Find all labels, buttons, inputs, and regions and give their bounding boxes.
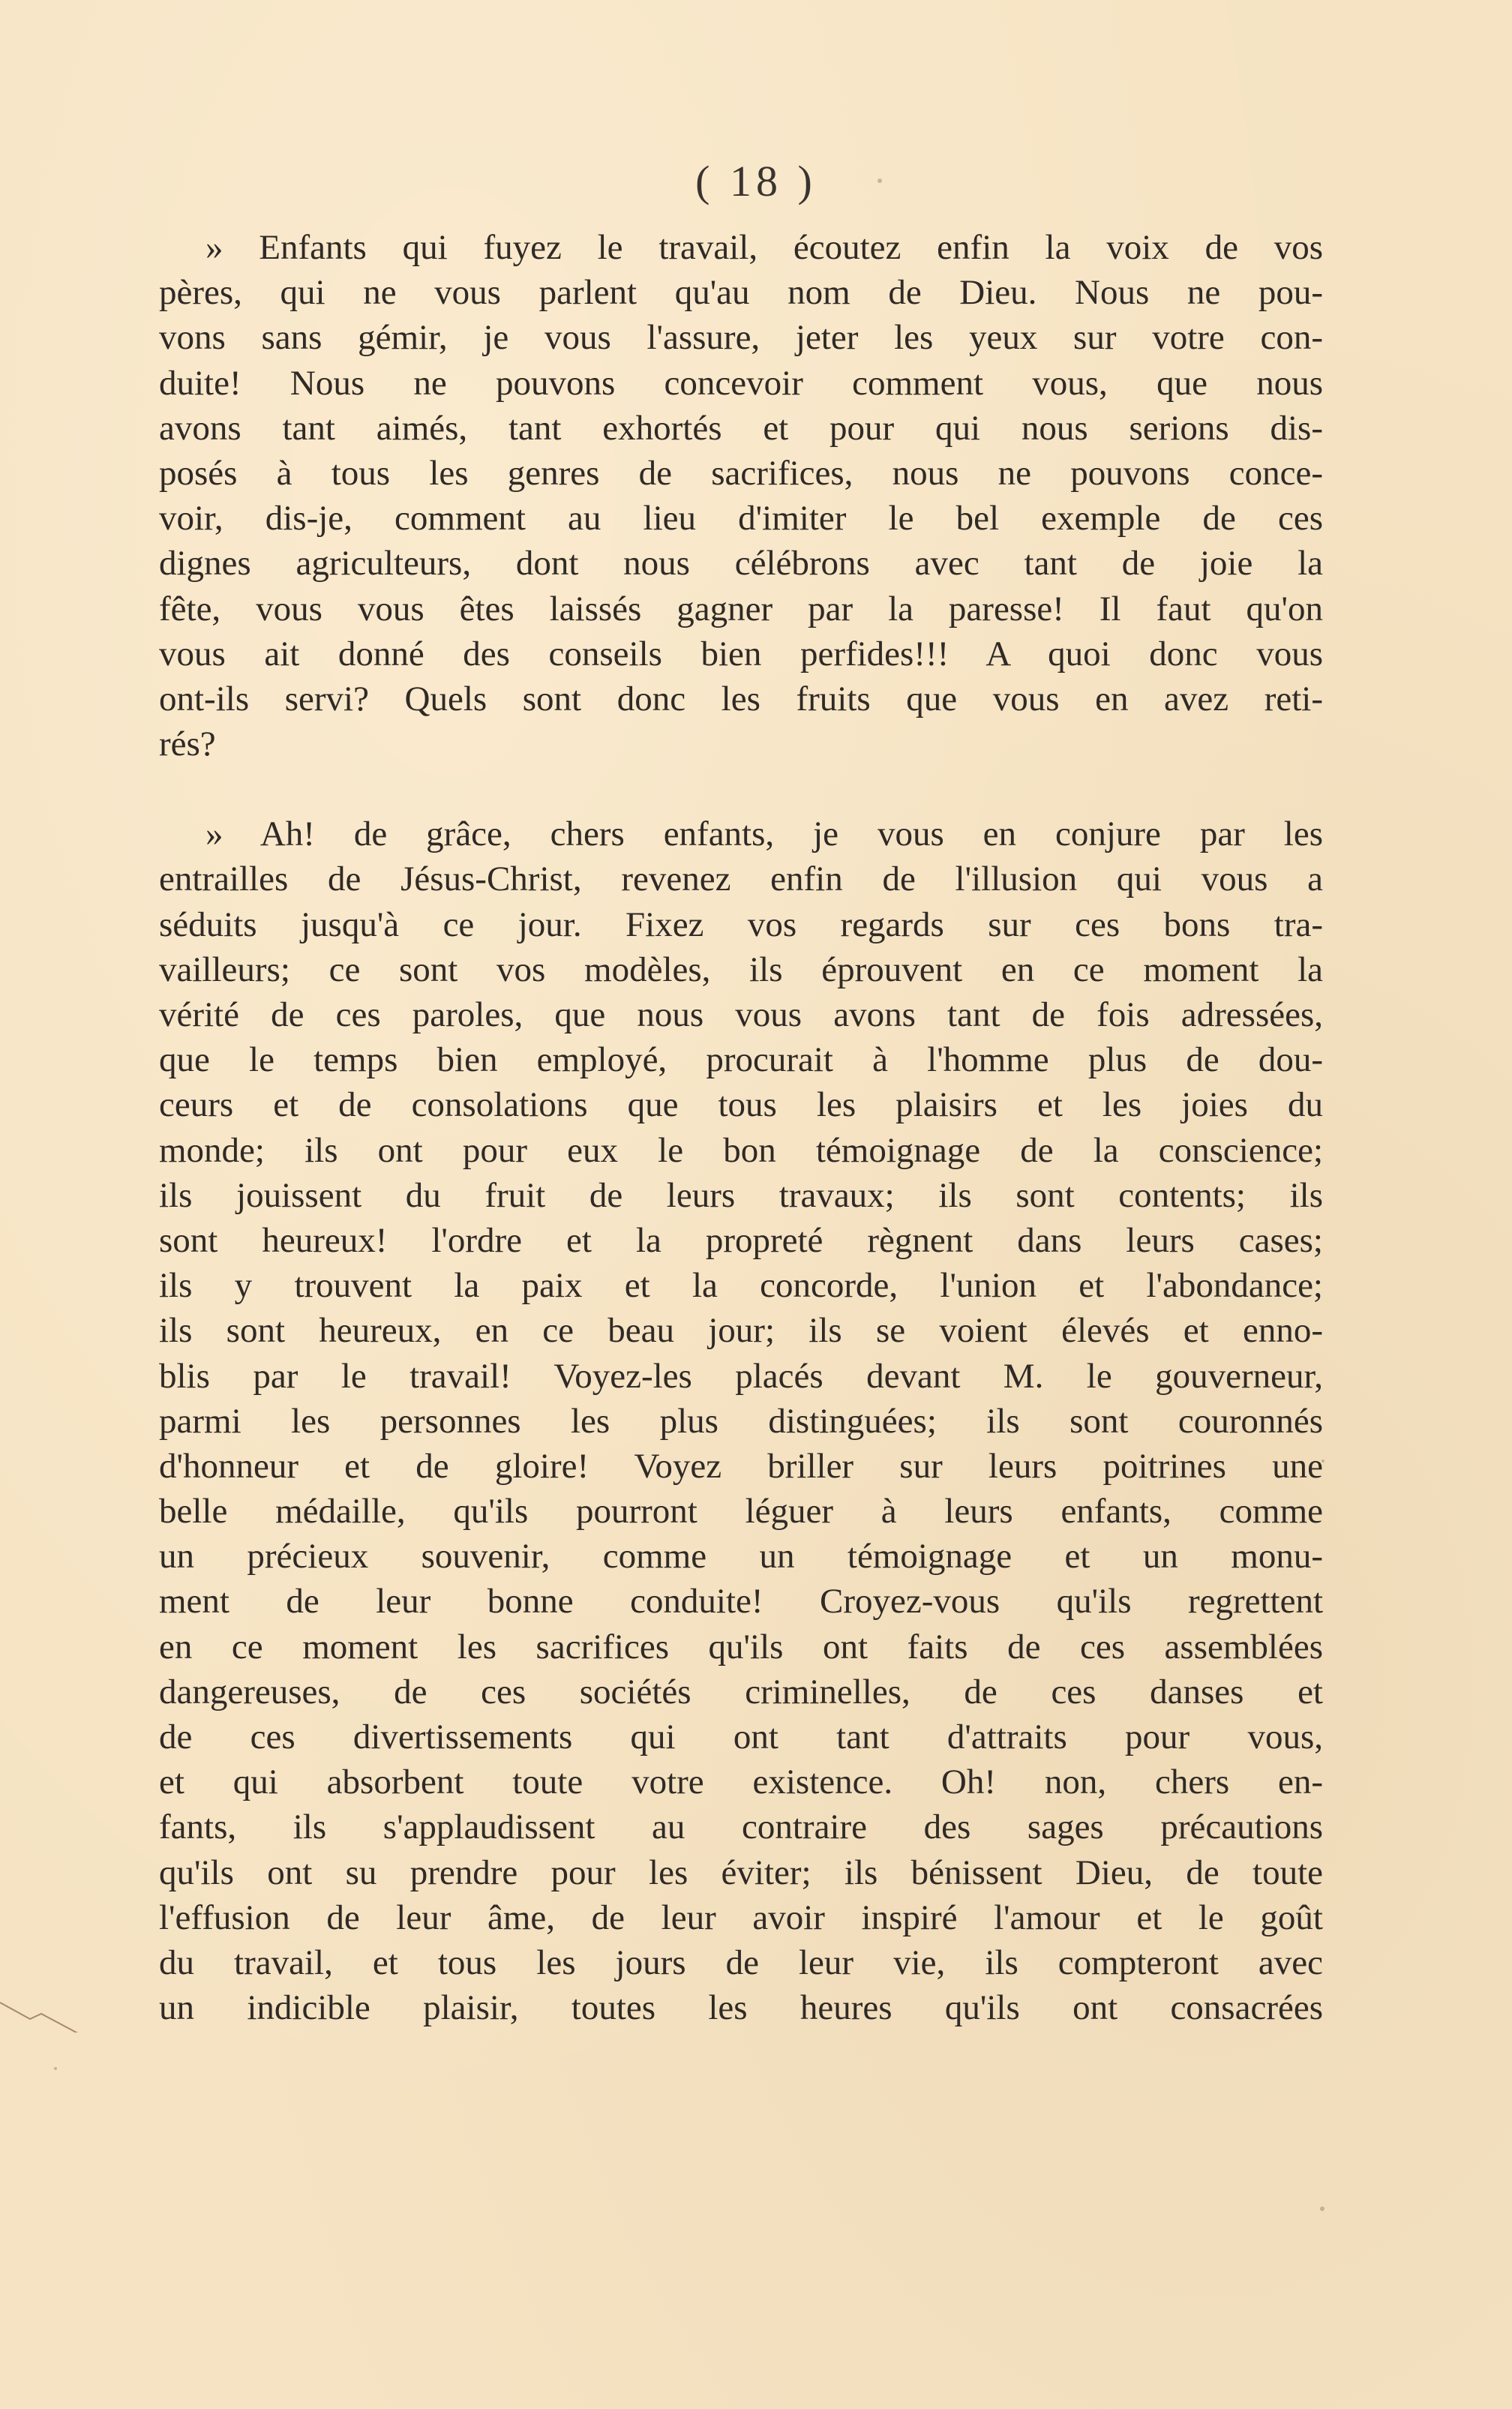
text-line: fants, ils s'applaudissent au contraire des sages précautions	[159, 1808, 1323, 1847]
text-line: en ce moment les sacrifices qu'ils ont faits de ces assemblées	[159, 1627, 1323, 1666]
paragraph-2	[159, 812, 1323, 2030]
text-line: vailleurs; ce sont vos modèles, ils éprouvent en ce moment la	[159, 950, 1323, 989]
text-line: vous ait donné des conseils bien perfides!!! A quoi donc vous	[159, 634, 1323, 674]
text-line: belle médaille, qu'ils pourront léguer à leurs enfants, comme	[159, 1492, 1323, 1532]
text-line: de ces divertissements qui ont tant d'attraits pour vous,	[159, 1718, 1323, 1756]
text-line: que le temps bien employé, procurait à l'homme plus de dou-	[159, 1040, 1323, 1080]
text-line: ils sont heureux, en ce beau jour; ils se voient élevés et enno-	[159, 1311, 1323, 1351]
text-line: pères, qui ne vous parlent qu'au nom de Dieu. Nous ne pou-	[159, 273, 1323, 313]
paragraph-1	[159, 225, 1323, 766]
paragraph-spacer	[159, 766, 1323, 812]
text-line: un indicible plaisir, toutes les heures qu'ils ont consacrées	[159, 1988, 1323, 2028]
text-line: l'effusion de leur âme, de leur avoir inspiré l'amour et le goût	[159, 1898, 1323, 1937]
body-text	[159, 225, 1323, 2030]
text-line: ils y trouvent la paix et la concorde, l'union et l'abondance;	[159, 1266, 1323, 1306]
text-line: ceurs et de consolations que tous les plaisirs et les joies du	[159, 1085, 1323, 1125]
text-line: ont-ils servi? Quels sont donc les fruits que vous en avez reti-	[159, 679, 1323, 718]
text-line: monde; ils ont pour eux le bon témoignage de la conscience;	[159, 1130, 1323, 1170]
text-line: » Enfants qui fuyez le travail, écoutez enfin la voix de vos	[206, 228, 1323, 267]
text-line: qu'ils ont su prendre pour les éviter; ils bénissent Dieu, de toute	[159, 1852, 1323, 1892]
page-number: ( 18 )	[695, 157, 817, 206]
text-line: du travail, et tous les jours de leur vie, ils compteront avec	[159, 1942, 1323, 1982]
text-line: voir, dis-je, comment au lieu d'imiter le bel exemple de ces	[159, 499, 1323, 538]
text-line: blis par le travail! Voyez-les placés devant M. le gouverneur,	[159, 1356, 1323, 1396]
text-line: fête, vous vous êtes laissés gagner par la paresse! Il faut qu'on	[159, 589, 1323, 628]
text-line: dignes agriculteurs, dont nous célébrons avec tant de joie la	[159, 544, 1323, 584]
text-line: rés?	[159, 724, 216, 764]
text-line: et qui absorbent toute votre existence. Oh! non, chers en-	[159, 1762, 1323, 1802]
text-line: sont heureux! l'ordre et la propreté règnent dans leurs cases;	[159, 1220, 1323, 1260]
text-line: » Ah! de grâce, chers enfants, je vous en conjure par les	[206, 814, 1323, 854]
text-line: vérité de ces paroles, que nous vous avons tant de fois adressées,	[159, 995, 1323, 1034]
text-line: d'honneur et de gloire! Voyez briller sur leurs poitrines une	[159, 1446, 1323, 1486]
text-line: entrailles de Jésus-Christ, revenez enfin de l'illusion qui vous a	[159, 860, 1323, 899]
text-line: posés à tous les genres de sacrifices, nous ne pouvons conce-	[159, 453, 1323, 493]
text-line: avons tant aimés, tant exhortés et pour qui nous serions dis-	[159, 408, 1323, 448]
text-line: vons sans gémir, je vous l'assure, jeter les yeux sur votre con-	[159, 318, 1323, 358]
text-line: duite! Nous ne pouvons concevoir comment vous, que nous	[159, 363, 1323, 403]
text-line: dangereuses, de ces sociétés criminelles, de ces danses et	[159, 1672, 1323, 1712]
text-line: un précieux souvenir, comme un témoignage et un monu-	[159, 1537, 1323, 1576]
paper-crease-mark	[0, 1972, 150, 2032]
text-line: séduits jusqu'à ce jour. Fixez vos regards sur ces bons tra-	[159, 904, 1323, 944]
text-line: ils jouissent du fruit de leurs travaux; ils sont contents; ils	[159, 1175, 1323, 1215]
text-line: parmi les personnes les plus distinguées; ils sont couronnés	[159, 1401, 1323, 1441]
text-line: ment de leur bonne conduite! Croyez-vous qu'ils regrettent	[159, 1582, 1323, 1622]
